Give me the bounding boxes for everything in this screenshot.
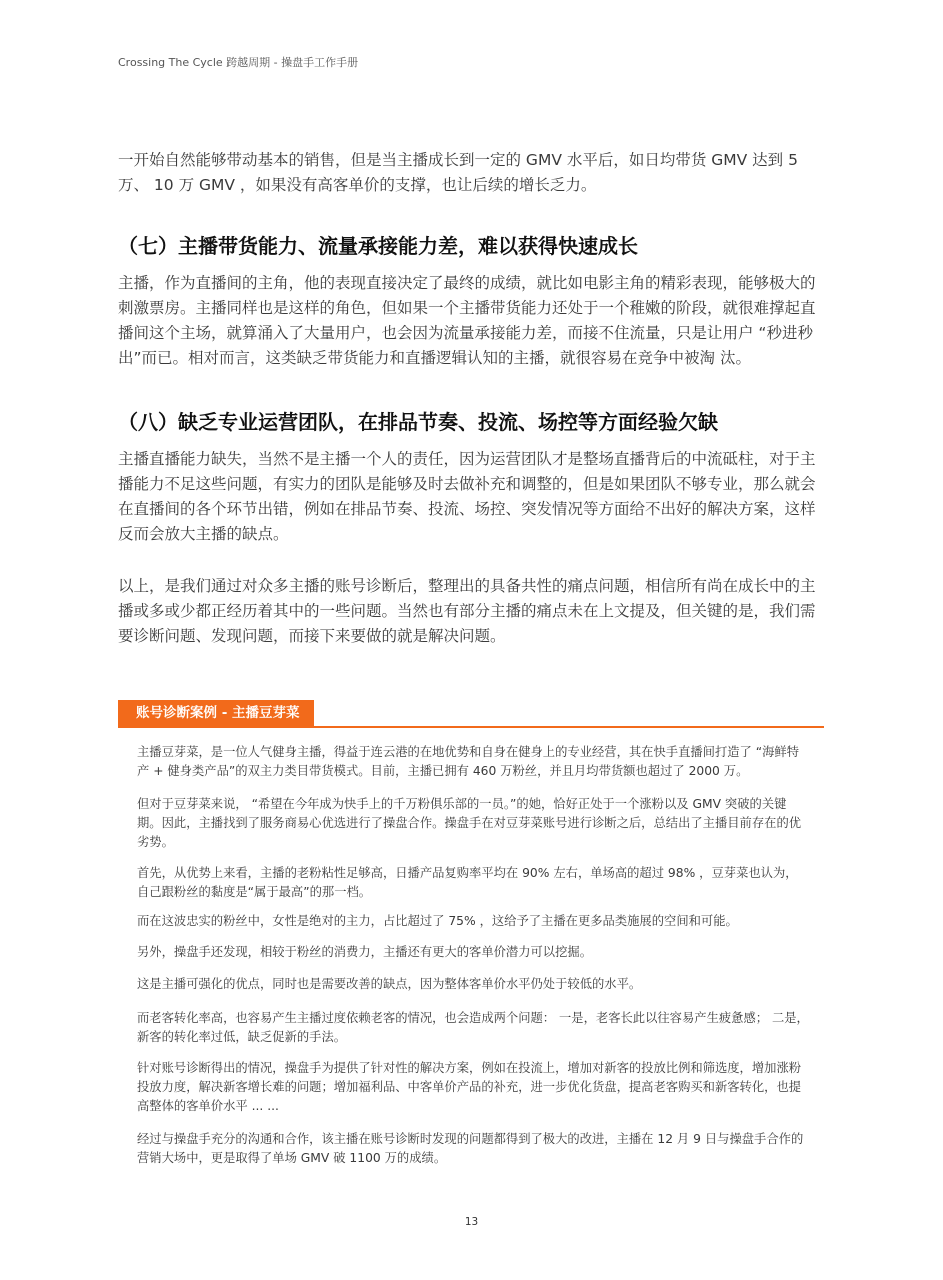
case-study-banner	[118, 700, 824, 728]
case-study-tag: 账号诊断案例 - 主播豆芽菜	[118, 700, 314, 727]
case-study-divider	[118, 726, 824, 728]
case-paragraph: 这是主播可强化的优点，同时也是需要改善的缺点，因为整体客单价水平仍处于较低的水平。	[137, 977, 642, 991]
summary-paragraph: 以上，是我们通过对众多主播的账号诊断后，整理出的具备共性的痛点问题，相信所有尚在成长中的主播或多或少都正经历着其中的一些问题。当然也有部分主播的痛点未在上文提及，但关键的是，我们需要诊断问题、发现问题，而接下来要做的就是解决问题。	[118, 577, 816, 645]
document-header: Crossing The Cycle 跨越周期 - 操盘手工作手册	[118, 56, 359, 69]
case-paragraph: 针对账号诊断得出的情况，操盘手为提供了针对性的解决方案，例如在投流上，增加对新客的投放比例和筛选度，增加涨粉投放力度，解决新客增长难的问题；增加福利品、中客单价产品的补充，进一步优化货盘，提高老客购买和新客转化，也提高整体的客单价水平 ... ...	[137, 1061, 802, 1113]
case-paragraph: 而老客转化率高，也容易产生主播过度依赖老客的情况，也会造成两个问题： 一是，老客长此以往容易产生疲惫感； 二是，新客的转化率过低，缺乏促新的手法。	[137, 1011, 809, 1044]
intro-paragraph: 一开始自然能够带动基本的销售，但是当主播成长到一定的 GMV 水平后，如日均带货 GMV 达到 5 万、 10 万 GMV ，如果没有高客单价的支撑，也让后续的增长乏力。	[118, 151, 798, 194]
case-paragraph: 而在这波忠实的粉丝中，女性是绝对的主力，占比超过了 75% ，这给予了主播在更多品类施展的空间和可能。	[137, 914, 738, 928]
case-paragraph: 首先，从优势上来看，主播的老粉粘性足够高，日播产品复购率平均在 90% 左右，单场高的超过 98% ，豆芽菜也认为，自己跟粉丝的黏度是“属于最高”的那一档。	[137, 866, 798, 899]
section-7-body: 主播，作为直播间的主角，他的表现直接决定了最终的成绩，就比如电影主角的精彩表现，能够极大的刺激票房。主播同样也是这样的角色，但如果一个主播带货能力还处于一个稚嫩的阶段，就很难撑起直播间这个主场，就算涌入了大量用户，也会因为流量承接能力差，而接不住流量，只是让用户 “秒进秒出”而已。相对而言，这类缺乏带货能力和直播逻辑认知的主播，就很容易在竞争中被淘 汰。	[118, 274, 816, 367]
page-number: 13	[464, 1216, 479, 1228]
case-paragraph: 另外，操盘手还发现，相较于粉丝的消费力，主播还有更大的客单价潜力可以挖掘。	[137, 945, 592, 959]
case-paragraph: 经过与操盘手充分的沟通和合作，该主播在账号诊断时发现的问题都得到了极大的改进，主播在 12 月 9 日与操盘手合作的营销大场中，更是取得了单场 GMV 破 1100 万的成绩。	[137, 1132, 804, 1165]
section-8-body: 主播直播能力缺失，当然不是主播一个人的责任，因为运营团队才是整场直播背后的中流砥柱，对于主播能力不足这些问题，有实力的团队是能够及时去做补充和调整的，但是如果团队不够专业，那么就会在直播间的各个环节出错，例如在排品节奏、投流、场控、突发情况等方面给不出好的解决方案，这样反而会放大主播的缺点。	[118, 450, 816, 543]
section-8-heading: （八）缺乏专业运营团队，在排品节奏、投流、场控等方面经验欠缺	[118, 410, 718, 434]
case-paragraph: 主播豆芽菜，是一位人气健身主播，得益于连云港的在地优势和自身在健身上的专业经营，其在快手直播间打造了 “海鲜特产 + 健身类产品”的双主力类目带货模式。目前，主播已拥有 460 万粉丝，并且月均带货额也超过了 2000 万。	[137, 745, 800, 778]
case-paragraph: 但对于豆芽菜来说， “希望在今年成为快手上的千万粉俱乐部的一员。”的她，恰好正处于一个涨粉以及 GMV 突破的关键期。因此，主播找到了服务商易心优选进行了操盘合作。操盘手在对豆芽菜账号进行诊断之后，总结出了主播目前存在的优劣势。	[137, 797, 802, 849]
section-7-heading: （七）主播带货能力、流量承接能力差，难以获得快速成长	[118, 234, 638, 258]
